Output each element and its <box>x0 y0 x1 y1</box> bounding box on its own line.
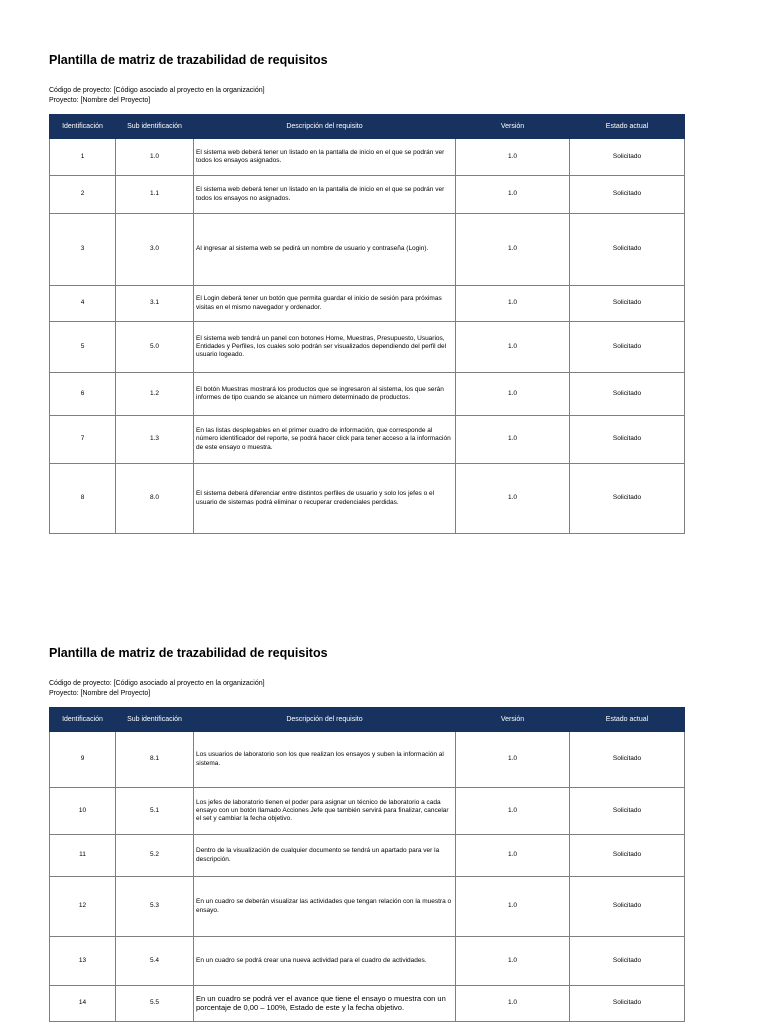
cell-status: Solicitado <box>570 322 685 373</box>
cell-status: Solicitado <box>570 788 685 835</box>
cell-version: 1.0 <box>456 464 570 534</box>
cell-version: 1.0 <box>456 732 570 788</box>
cell-status: Solicitado <box>570 464 685 534</box>
cell-description: En un cuadro se deberán visualizar las actividades que tengan relación con la muestra o ensayo. <box>194 877 456 937</box>
header-sub-id: Sub identificación <box>116 115 194 139</box>
table-header-row <box>50 708 685 732</box>
trace-matrix-section-2 <box>49 645 684 1022</box>
cell-id: 6 <box>50 373 116 416</box>
cell-sub-id: 3.0 <box>116 214 194 286</box>
table-row <box>50 139 685 176</box>
table-row <box>50 986 685 1022</box>
cell-status: Solicitado <box>570 373 685 416</box>
project-code: Código de proyecto: [Código asociado al proyecto en la organización] <box>49 87 265 94</box>
table-row <box>50 464 685 534</box>
cell-description: En las listas desplegables en el primer cuadro de información, que corresponde al número identificador del reporte, se podrá hacer click para tener acceso a la información de este ensayo o muestra. <box>194 416 456 464</box>
project-name: Proyecto: [Nombre del Proyecto] <box>49 97 151 104</box>
cell-id: 4 <box>50 286 116 322</box>
cell-description: El botón Muestras mostrará los productos que se ingresaron al sistema, los que serán informes de tipo cuando se alcance un número determinado de productos. <box>194 373 456 416</box>
header-status: Estado actual <box>570 708 685 732</box>
cell-status: Solicitado <box>570 986 685 1022</box>
cell-id: 8 <box>50 464 116 534</box>
cell-id: 7 <box>50 416 116 464</box>
cell-version: 1.0 <box>456 176 570 214</box>
table-header-row <box>50 115 685 139</box>
project-code: Código de proyecto: [Código asociado al proyecto en la organización] <box>49 680 265 687</box>
cell-status: Solicitado <box>570 732 685 788</box>
cell-version: 1.0 <box>456 986 570 1022</box>
header-description: Descripción del requisito <box>194 708 456 732</box>
cell-id: 5 <box>50 322 116 373</box>
cell-sub-id: 8.1 <box>116 732 194 788</box>
cell-description: El sistema web deberá tener un listado en la pantalla de inicio en el que se podrán ver todos los ensayos asignados. <box>194 139 456 176</box>
cell-version: 1.0 <box>456 139 570 176</box>
cell-id: 10 <box>50 788 116 835</box>
cell-description: Al ingresar al sistema web se pedirá un nombre de usuario y contraseña (Login). <box>194 214 456 286</box>
table-row <box>50 214 685 286</box>
cell-sub-id: 5.1 <box>116 788 194 835</box>
table-row <box>50 835 685 877</box>
cell-sub-id: 1.3 <box>116 416 194 464</box>
header-version: Versión <box>456 115 570 139</box>
cell-sub-id: 5.0 <box>116 322 194 373</box>
cell-description: Los jefes de laboratorio tienen el poder para asignar un técnico de laboratorio a cada ensayo con un botón llamado Acciones Jefe que también servirá para finalizar, cancelar el set y cambiar la fecha objetivo. <box>194 788 456 835</box>
cell-status: Solicitado <box>570 286 685 322</box>
cell-sub-id: 5.4 <box>116 937 194 986</box>
cell-sub-id: 5.2 <box>116 835 194 877</box>
cell-sub-id: 3.1 <box>116 286 194 322</box>
cell-version: 1.0 <box>456 835 570 877</box>
table-row <box>50 322 685 373</box>
cell-id: 1 <box>50 139 116 176</box>
cell-sub-id: 1.0 <box>116 139 194 176</box>
table-row <box>50 416 685 464</box>
cell-status: Solicitado <box>570 139 685 176</box>
cell-sub-id: 1.1 <box>116 176 194 214</box>
cell-id: 11 <box>50 835 116 877</box>
requirements-table <box>49 707 685 1022</box>
header-sub-id: Sub identificación <box>116 708 194 732</box>
table-row <box>50 732 685 788</box>
table-row <box>50 373 685 416</box>
header-version: Versión <box>456 708 570 732</box>
cell-version: 1.0 <box>456 322 570 373</box>
cell-version: 1.0 <box>456 214 570 286</box>
cell-status: Solicitado <box>570 937 685 986</box>
cell-description: El sistema web deberá tener un listado en la pantalla de inicio en el que se podrán ver todos los ensayos no asignados. <box>194 176 456 214</box>
table-row <box>50 937 685 986</box>
cell-status: Solicitado <box>570 416 685 464</box>
page-title: Plantilla de matriz de trazabilidad de requisitos <box>49 53 328 67</box>
header-id: Identificación <box>50 708 116 732</box>
trace-matrix-section-1 <box>49 52 684 534</box>
cell-status: Solicitado <box>570 214 685 286</box>
table-row <box>50 286 685 322</box>
cell-id: 3 <box>50 214 116 286</box>
cell-status: Solicitado <box>570 877 685 937</box>
cell-description: En un cuadro se podrá crear una nueva actividad para el cuadro de actividades. <box>194 937 456 986</box>
cell-sub-id: 1.2 <box>116 373 194 416</box>
header-status: Estado actual <box>570 115 685 139</box>
cell-status: Solicitado <box>570 176 685 214</box>
cell-version: 1.0 <box>456 286 570 322</box>
cell-description: El sistema deberá diferenciar entre distintos perfiles de usuario y solo los jefes o el usuario de sistemas podrá eliminar o recuperar credenciales perdidas. <box>194 464 456 534</box>
page-title: Plantilla de matriz de trazabilidad de requisitos <box>49 646 328 660</box>
cell-description: El Login deberá tener un botón que permita guardar el inicio de sesión para próximas visitas en el mismo navegador y ordenador. <box>194 286 456 322</box>
cell-sub-id: 5.3 <box>116 877 194 937</box>
project-name: Proyecto: [Nombre del Proyecto] <box>49 690 151 697</box>
requirements-table <box>49 114 685 534</box>
cell-id: 9 <box>50 732 116 788</box>
cell-status: Solicitado <box>570 835 685 877</box>
cell-version: 1.0 <box>456 877 570 937</box>
cell-version: 1.0 <box>456 937 570 986</box>
cell-id: 13 <box>50 937 116 986</box>
table-row <box>50 176 685 214</box>
header-description: Descripción del requisito <box>194 115 456 139</box>
cell-version: 1.0 <box>456 416 570 464</box>
cell-id: 12 <box>50 877 116 937</box>
cell-description: En un cuadro se podrá ver el avance que tiene el ensayo o muestra con un porcentaje de 0,00 – 100%, Estado de este y la fecha objetivo. <box>194 986 456 1022</box>
cell-sub-id: 8.0 <box>116 464 194 534</box>
cell-version: 1.0 <box>456 373 570 416</box>
cell-version: 1.0 <box>456 788 570 835</box>
header-id: Identificación <box>50 115 116 139</box>
cell-description: El sistema web tendrá un panel con botones Home, Muestras, Presupuesto, Usuarios, Entidades y Perfiles, los cuales solo podrán ser visualizados dependiendo del perfil del usuario logeado. <box>194 322 456 373</box>
table-row <box>50 877 685 937</box>
table-row <box>50 788 685 835</box>
cell-id: 2 <box>50 176 116 214</box>
cell-description: Dentro de la visualización de cualquier documento se tendrá un apartado para ver la descripción. <box>194 835 456 877</box>
cell-id: 14 <box>50 986 116 1022</box>
cell-sub-id: 5.5 <box>116 986 194 1022</box>
cell-description: Los usuarios de laboratorio son los que realizan los ensayos y suben la información al sistema. <box>194 732 456 788</box>
